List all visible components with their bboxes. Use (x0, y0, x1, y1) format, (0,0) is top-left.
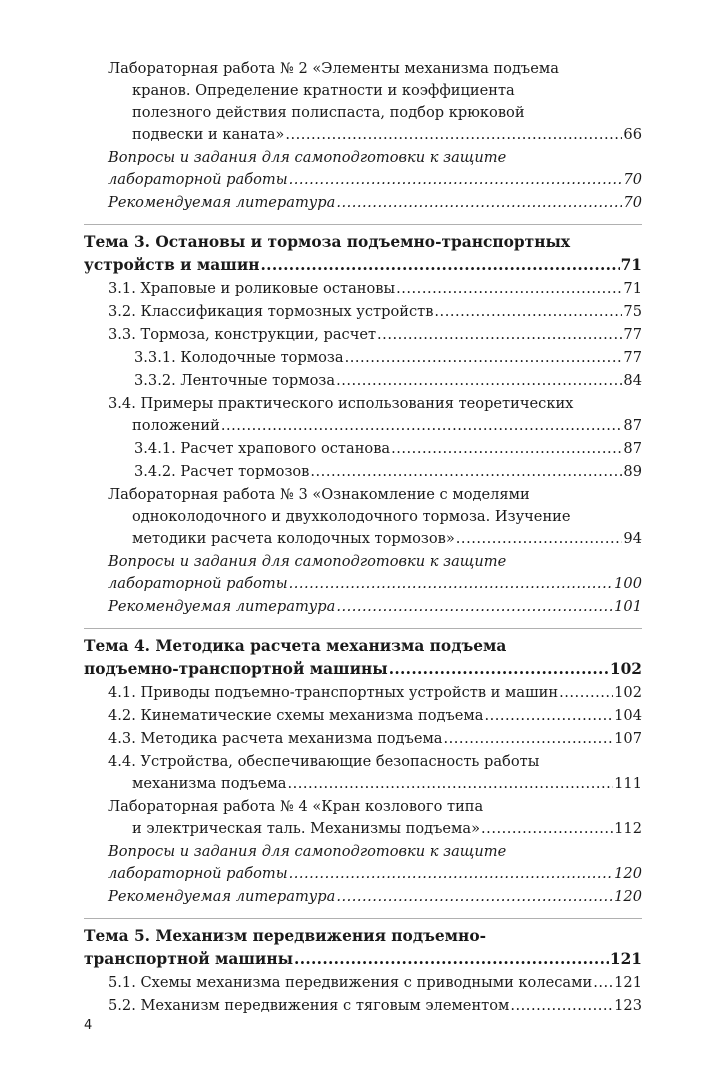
toc-entry-4-3 (84, 728, 642, 750)
toc-entry-text: 3.4. Примеры практического использования теоретических (108, 395, 574, 412)
theme-title: подъемно-транспортной машины (84, 660, 388, 678)
page-ref: 121 (609, 950, 642, 968)
toc-entry-3-2 (84, 301, 642, 323)
toc-entry-text: полезного действия полиспаста, подбор крюковой (132, 104, 525, 121)
page-ref: 89 (623, 463, 642, 480)
toc-entry-3-4-1 (84, 438, 642, 460)
toc-entry-text: подвески и каната» (132, 126, 285, 143)
page-ref: 101 (614, 598, 642, 615)
toc-entry-text: Лабораторная работа № 4 «Кран козлового типа (108, 798, 484, 815)
dot-leader (310, 461, 622, 483)
page-ref: 84 (623, 372, 642, 389)
theme-title: Тема 5. Механизм передвижения подъемно- (84, 927, 486, 945)
toc-entry-text: 5.2. Механизм передвижения с тяговым элементом (108, 997, 510, 1014)
page-ref: 121 (614, 974, 642, 991)
dot-leader (593, 972, 613, 994)
page-ref: 102 (609, 660, 642, 678)
toc-entry-text: лабораторной работы (108, 575, 288, 592)
toc-entry-literature-2 (84, 192, 642, 214)
toc-entry-5-1 (84, 972, 642, 994)
dot-leader (456, 528, 623, 550)
theme-title: Тема 4. Методика расчета механизма подъема (84, 637, 507, 655)
dot-leader (510, 995, 613, 1017)
toc-theme-5 (84, 918, 642, 971)
toc-entry-text: Рекомендуемая литература (108, 888, 336, 905)
toc-entry-3-3-2 (84, 370, 642, 392)
toc-entry-4-4 (84, 751, 642, 795)
toc-entry-text: кранов. Определение кратности и коэффициента (132, 82, 515, 99)
page-ref: 107 (614, 730, 642, 747)
dot-leader (261, 254, 620, 277)
dot-leader (481, 818, 613, 840)
toc-entry-text: лабораторной работы (108, 171, 288, 188)
page-ref: 120 (614, 888, 642, 905)
toc-entry-text: Рекомендуемая литература (108, 598, 336, 615)
toc-entry-text: 3.4.2. Расчет тормозов (134, 463, 310, 480)
page-ref: 104 (614, 707, 642, 724)
toc-entry-text: 3.4.1. Расчет храпового останова (134, 440, 391, 457)
page-number: 4 (84, 1018, 93, 1033)
dot-leader (377, 324, 622, 346)
toc-entry-text: методики расчета колодочных тормозов» (132, 530, 455, 547)
dot-leader (434, 301, 622, 323)
theme-title: Тема 3. Остановы и тормоза подъемно-транспортных (84, 233, 571, 251)
page-ref: 120 (614, 865, 642, 882)
page-ref: 94 (623, 530, 642, 547)
toc-entry-3-3 (84, 324, 642, 346)
dot-leader (221, 415, 623, 437)
toc-entry-text: Лабораторная работа № 3 «Ознакомление с моделями (108, 486, 530, 503)
toc-entry-text: 5.1. Схемы механизма передвижения с приводными колесами (108, 974, 593, 991)
toc-theme-4 (84, 628, 642, 681)
toc-entry-text: 4.1. Приводы подъемно-транспортных устройств и машин (108, 684, 559, 701)
toc-entry-text: 3.2. Классификация тормозных устройств (108, 303, 434, 320)
theme-title: устройств и машин (84, 256, 260, 274)
toc-entry-4-2 (84, 705, 642, 727)
page-ref: 70 (623, 194, 642, 211)
dot-leader (389, 658, 609, 681)
toc-entry-3-4 (84, 393, 642, 437)
dot-leader (336, 192, 622, 214)
dot-leader (288, 773, 614, 795)
toc-entry-3-4-2 (84, 461, 642, 483)
page-ref: 112 (614, 820, 642, 837)
page-ref: 111 (614, 775, 642, 792)
page-ref: 75 (623, 303, 642, 320)
toc-entry-questions-4 (84, 841, 642, 885)
toc-entry-text: механизма подъема (132, 775, 287, 792)
page-ref: 102 (614, 684, 642, 701)
dot-leader (336, 886, 613, 908)
toc-entry-questions-2 (84, 147, 642, 191)
toc-entry-text: Рекомендуемая литература (108, 194, 336, 211)
dot-leader (336, 370, 622, 392)
dot-leader (444, 728, 614, 750)
toc-entry-text: 3.3.2. Ленточные тормоза (134, 372, 336, 389)
toc-entry-text: 4.2. Кинематические схемы механизма подъема (108, 707, 484, 724)
toc-entry-text: 3.1. Храповые и роликовые остановы (108, 280, 396, 297)
dot-leader (294, 948, 609, 971)
table-of-contents (84, 58, 642, 1017)
dot-leader (559, 682, 613, 704)
dot-leader (345, 347, 623, 369)
toc-entry-text: 3.3.1. Колодочные тормоза (134, 349, 344, 366)
dot-leader (484, 705, 613, 727)
toc-entry-text: одноколодочного и двухколодочного тормоза. Изучение (132, 508, 571, 525)
toc-theme-3 (84, 224, 642, 277)
page-ref: 87 (623, 440, 642, 457)
toc-entry-text: и электрическая таль. Механизмы подъема» (132, 820, 481, 837)
page-ref: 70 (623, 171, 642, 188)
page-ref: 71 (623, 280, 642, 297)
toc-entry-literature-3 (84, 596, 642, 618)
dot-leader (391, 438, 622, 460)
page-ref: 66 (623, 126, 642, 143)
dot-leader (289, 169, 623, 191)
toc-entry-text: Лабораторная работа № 2 «Элементы механизма подъема (108, 60, 559, 77)
toc-entry-lab-4 (84, 796, 642, 840)
dot-leader (289, 863, 614, 885)
page-ref: 77 (623, 349, 642, 366)
toc-entry-questions-3 (84, 551, 642, 595)
dot-leader (336, 596, 613, 618)
toc-entry-literature-4 (84, 886, 642, 908)
toc-entry-text: 4.4. Устройства, обеспечивающие безопасность работы (108, 753, 540, 770)
toc-entry-text: Вопросы и задания для самоподготовки к защите (108, 149, 507, 166)
toc-entry-text: Вопросы и задания для самоподготовки к защите (108, 843, 507, 860)
dot-leader (285, 124, 622, 146)
toc-entry-lab-2 (84, 58, 642, 146)
toc-entry-3-1 (84, 278, 642, 300)
page-ref: 71 (620, 256, 642, 274)
page-ref: 77 (623, 326, 642, 343)
page-ref: 100 (614, 575, 642, 592)
toc-entry-4-1 (84, 682, 642, 704)
toc-entry-3-3-1 (84, 347, 642, 369)
toc-entry-text: 4.3. Методика расчета механизма подъема (108, 730, 443, 747)
page-ref: 123 (614, 997, 642, 1014)
theme-title: транспортной машины (84, 950, 294, 968)
dot-leader (396, 278, 622, 300)
toc-entry-text: положений (132, 417, 220, 434)
toc-entry-text: Вопросы и задания для самоподготовки к защите (108, 553, 507, 570)
page-ref: 87 (623, 417, 642, 434)
dot-leader (289, 573, 614, 595)
toc-entry-lab-3 (84, 484, 642, 550)
toc-entry-text: 3.3. Тормоза, конструкции, расчет (108, 326, 377, 343)
toc-entry-text: лабораторной работы (108, 865, 288, 882)
toc-entry-5-2 (84, 995, 642, 1017)
